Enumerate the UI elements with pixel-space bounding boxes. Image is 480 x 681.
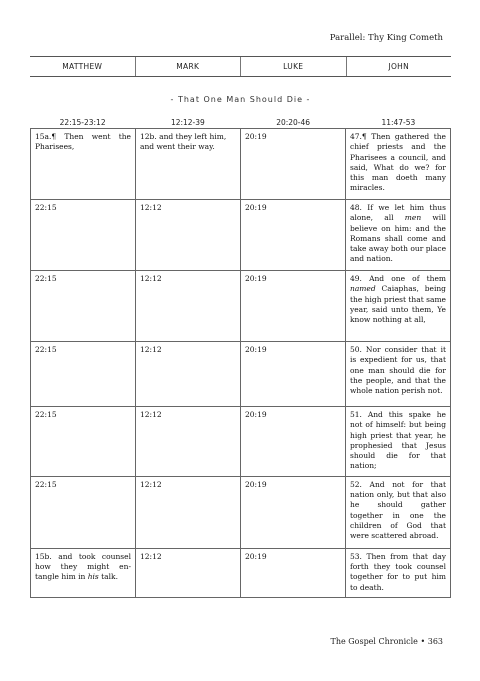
luke-cell: 20:19 xyxy=(241,407,346,477)
page-header: Parallel: Thy King Cometh xyxy=(329,33,443,43)
john-reference: 11:47-53 xyxy=(381,118,416,127)
john-cell: 47.¶ Then gathered the chief priests and the Pharisees a council, and said, What do we? for this man doeth many miracles. xyxy=(346,129,451,200)
john-cell: 53. Then from that day forth they took counsel together for to put him to death. xyxy=(346,548,451,597)
matthew-reference: 22:15-23:12 xyxy=(59,118,106,127)
section-title: - That One Man Should Die - xyxy=(170,95,311,104)
mark-cell: 12:12 xyxy=(136,271,241,342)
matthew-cell: 22:15 xyxy=(31,200,136,271)
mark-cell: 12:12 xyxy=(136,476,241,548)
luke-cell: 20:19 xyxy=(241,129,346,200)
john-header: JOHN xyxy=(346,57,452,76)
john-cell: 50. Nor consider that it is expedient for us, that one man should die for the people, and that the whole nation perish not. xyxy=(346,342,451,407)
table-row xyxy=(31,129,451,200)
gospel-column-headers xyxy=(30,56,451,77)
luke-header: LUKE xyxy=(240,57,346,76)
table-row xyxy=(31,407,451,477)
luke-reference: 20:20-46 xyxy=(276,118,311,127)
mark-cell: 12:12 xyxy=(136,407,241,477)
matthew-cell: 22:15 xyxy=(31,407,136,477)
mark-header: MARK xyxy=(135,57,241,76)
luke-cell: 20:19 xyxy=(241,342,346,407)
mark-reference: 12:12-39 xyxy=(170,118,205,127)
matthew-cell: 15b. and took counsel how they might en-tangle him in his talk. xyxy=(31,548,136,597)
matthew-cell: 22:15 xyxy=(31,342,136,407)
table-row xyxy=(31,548,451,597)
mark-cell: 12b. and they left him, and went their way. xyxy=(136,129,241,200)
table-row xyxy=(31,271,451,342)
italic-word: his xyxy=(87,572,99,582)
john-cell: 48. If we let him thus alone, all men will believe on him: and the Romans shall come and take away both our place and nation. xyxy=(346,200,451,271)
matthew-cell: 15a.¶ Then went the Pharisees, xyxy=(31,129,136,200)
john-cell: 51. And this spake he not of himself: but being high priest that year, he prophesied that Jesus should die for that nation; xyxy=(346,407,451,477)
table-row xyxy=(31,200,451,271)
matthew-cell: 22:15 xyxy=(31,271,136,342)
italic-word: men xyxy=(404,213,422,223)
luke-cell: 20:19 xyxy=(241,548,346,597)
table-row xyxy=(31,342,451,407)
mark-cell: 12:12 xyxy=(136,200,241,271)
page-footer: The Gospel Chronicle • 363 xyxy=(330,637,443,646)
luke-cell: 20:19 xyxy=(241,271,346,342)
matthew-header: MATTHEW xyxy=(62,62,103,71)
italic-word: named xyxy=(350,284,376,294)
mark-cell: 12:12 xyxy=(136,342,241,407)
table-row xyxy=(31,476,451,548)
mark-cell: 12:12 xyxy=(136,548,241,597)
matthew-cell: 22:15 xyxy=(31,476,136,548)
john-cell: 52. And not for that nation only, but that also he should gather together in one the children of God that were scattered abroad. xyxy=(346,476,451,548)
john-cell: 49. And one of them named Caiaphas, being the high priest that same year, said unto them, Ye know nothing at all, xyxy=(346,271,451,342)
luke-cell: 20:19 xyxy=(241,476,346,548)
luke-cell: 20:19 xyxy=(241,200,346,271)
reference-ranges xyxy=(30,118,451,127)
parallel-table xyxy=(30,128,451,598)
